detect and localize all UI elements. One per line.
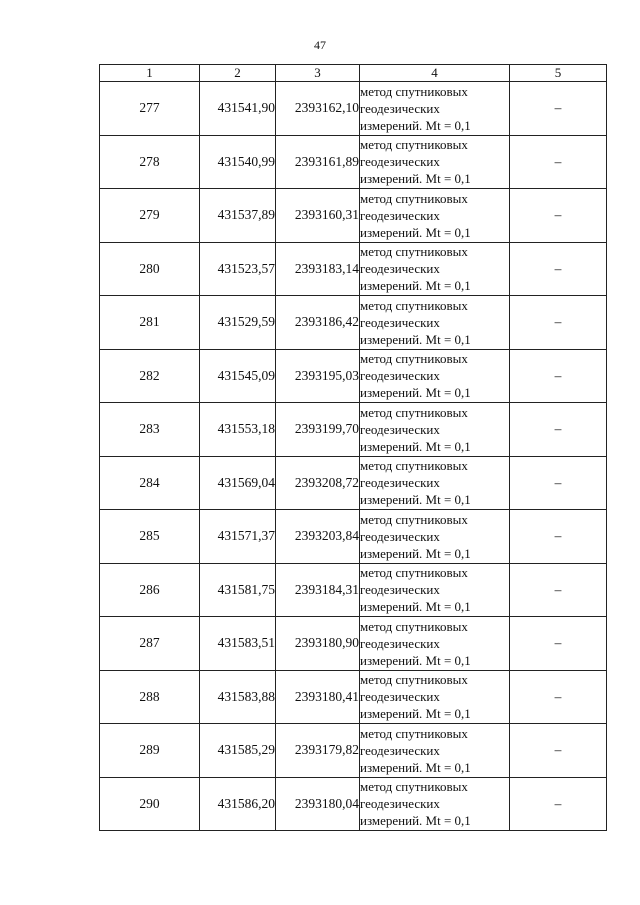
method-text-line: метод спутниковых — [360, 404, 468, 420]
column-5-cell: – — [510, 563, 607, 617]
table-header-row — [100, 65, 607, 82]
y-coordinate-cell: 2393161,89 — [276, 135, 360, 189]
method-text-line: метод спутниковых — [360, 190, 468, 206]
point-number-cell: 284 — [100, 456, 200, 510]
y-coordinate-cell: 2393208,72 — [276, 456, 360, 510]
y-coordinate-cell: 2393199,70 — [276, 403, 360, 457]
point-number-cell: 289 — [100, 724, 200, 778]
method-cell — [360, 670, 510, 724]
x-coordinate-cell: 431540,99 — [200, 135, 276, 189]
point-number-cell: 285 — [100, 510, 200, 564]
column-5-cell: – — [510, 82, 607, 136]
method-cell — [360, 189, 510, 243]
y-coordinate-cell: 2393184,31 — [276, 563, 360, 617]
method-text-line: геодезических — [360, 475, 440, 491]
method-text-line: геодезических — [360, 261, 440, 277]
y-coordinate-cell: 2393203,84 — [276, 510, 360, 564]
column-header-3: 3 — [276, 65, 360, 82]
method-cell — [360, 296, 510, 350]
x-coordinate-cell: 431523,57 — [200, 242, 276, 296]
y-coordinate-cell: 2393180,90 — [276, 617, 360, 671]
column-5-cell: – — [510, 617, 607, 671]
method-text-line: метод спутниковых — [360, 779, 468, 795]
table-row — [100, 135, 607, 189]
coordinates-table — [99, 64, 607, 831]
method-text-line: метод спутниковых — [360, 137, 468, 153]
method-cell — [360, 82, 510, 136]
method-text-line: геодезических — [360, 635, 440, 651]
point-number-cell: 288 — [100, 670, 200, 724]
method-text-line: измерений. Mt = 0,1 — [360, 652, 471, 668]
y-coordinate-cell: 2393183,14 — [276, 242, 360, 296]
method-cell — [360, 617, 510, 671]
table-row — [100, 189, 607, 243]
method-text-line: метод спутниковых — [360, 618, 468, 634]
point-number-cell: 287 — [100, 617, 200, 671]
column-5-cell: – — [510, 670, 607, 724]
x-coordinate-cell: 431585,29 — [200, 724, 276, 778]
method-cell — [360, 349, 510, 403]
y-coordinate-cell: 2393180,04 — [276, 777, 360, 831]
x-coordinate-cell: 431583,51 — [200, 617, 276, 671]
point-number-cell: 286 — [100, 563, 200, 617]
x-coordinate-cell: 431529,59 — [200, 296, 276, 350]
method-text-line: метод спутниковых — [360, 672, 468, 688]
method-cell — [360, 510, 510, 564]
column-5-cell: – — [510, 135, 607, 189]
table-row — [100, 296, 607, 350]
method-text-line: измерений. Mt = 0,1 — [360, 117, 471, 133]
method-cell — [360, 456, 510, 510]
method-text-line: измерений. Mt = 0,1 — [360, 813, 471, 829]
method-text-line: геодезических — [360, 100, 440, 116]
column-header-1: 1 — [100, 65, 200, 82]
point-number-cell: 281 — [100, 296, 200, 350]
method-text-line: измерений. Mt = 0,1 — [360, 224, 471, 240]
page-number: 47 — [314, 38, 326, 52]
x-coordinate-cell: 431583,88 — [200, 670, 276, 724]
point-number-cell: 290 — [100, 777, 200, 831]
column-5-cell: – — [510, 349, 607, 403]
column-5-cell: – — [510, 403, 607, 457]
y-coordinate-cell: 2393195,03 — [276, 349, 360, 403]
method-text-line: измерений. Mt = 0,1 — [360, 706, 471, 722]
x-coordinate-cell: 431586,20 — [200, 777, 276, 831]
method-text-line: метод спутниковых — [360, 351, 468, 367]
method-text-line: измерений. Mt = 0,1 — [360, 385, 471, 401]
x-coordinate-cell: 431581,75 — [200, 563, 276, 617]
method-text-line: измерений. Mt = 0,1 — [360, 171, 471, 187]
x-coordinate-cell: 431569,04 — [200, 456, 276, 510]
column-5-cell: – — [510, 777, 607, 831]
column-5-cell: – — [510, 296, 607, 350]
x-coordinate-cell: 431541,90 — [200, 82, 276, 136]
table-row — [100, 349, 607, 403]
table-row — [100, 563, 607, 617]
table-row — [100, 724, 607, 778]
method-text-line: геодезических — [360, 582, 440, 598]
column-header-4: 4 — [360, 65, 510, 82]
point-number-cell: 278 — [100, 135, 200, 189]
x-coordinate-cell: 431571,37 — [200, 510, 276, 564]
x-coordinate-cell: 431545,09 — [200, 349, 276, 403]
point-number-cell: 279 — [100, 189, 200, 243]
method-text-line: метод спутниковых — [360, 458, 468, 474]
point-number-cell: 282 — [100, 349, 200, 403]
table-row — [100, 670, 607, 724]
method-text-line: геодезических — [360, 742, 440, 758]
y-coordinate-cell: 2393186,42 — [276, 296, 360, 350]
table-row — [100, 617, 607, 671]
column-5-cell: – — [510, 724, 607, 778]
column-header-2: 2 — [200, 65, 276, 82]
method-text-line: измерений. Mt = 0,1 — [360, 331, 471, 347]
method-cell — [360, 242, 510, 296]
method-text-line: геодезических — [360, 796, 440, 812]
method-text-line: геодезических — [360, 528, 440, 544]
method-text-line: метод спутниковых — [360, 511, 468, 527]
table-row — [100, 456, 607, 510]
method-text-line: измерений. Mt = 0,1 — [360, 492, 471, 508]
method-text-line: метод спутниковых — [360, 565, 468, 581]
method-cell — [360, 777, 510, 831]
method-text-line: измерений. Mt = 0,1 — [360, 599, 471, 615]
method-text-line: измерений. Mt = 0,1 — [360, 545, 471, 561]
point-number-cell: 283 — [100, 403, 200, 457]
method-text-line: измерений. Mt = 0,1 — [360, 278, 471, 294]
column-5-cell: – — [510, 189, 607, 243]
point-number-cell: 280 — [100, 242, 200, 296]
method-text-line: геодезических — [360, 689, 440, 705]
column-5-cell: – — [510, 456, 607, 510]
y-coordinate-cell: 2393180,41 — [276, 670, 360, 724]
method-text-line: измерений. Mt = 0,1 — [360, 759, 471, 775]
method-cell — [360, 403, 510, 457]
table-row — [100, 82, 607, 136]
table-body — [100, 82, 607, 831]
method-cell — [360, 135, 510, 189]
point-number-cell: 277 — [100, 82, 200, 136]
method-text-line: метод спутниковых — [360, 83, 468, 99]
method-text-line: измерений. Mt = 0,1 — [360, 438, 471, 454]
method-text-line: метод спутниковых — [360, 297, 468, 313]
x-coordinate-cell: 431537,89 — [200, 189, 276, 243]
y-coordinate-cell: 2393160,31 — [276, 189, 360, 243]
column-5-cell: – — [510, 510, 607, 564]
y-coordinate-cell: 2393179,82 — [276, 724, 360, 778]
table-row — [100, 510, 607, 564]
method-cell — [360, 724, 510, 778]
table-row — [100, 403, 607, 457]
method-text-line: геодезических — [360, 314, 440, 330]
method-cell — [360, 563, 510, 617]
method-text-line: геодезических — [360, 154, 440, 170]
method-text-line: метод спутниковых — [360, 725, 468, 741]
column-header-5: 5 — [510, 65, 607, 82]
method-text-line: геодезических — [360, 368, 440, 384]
method-text-line: геодезических — [360, 207, 440, 223]
table-row — [100, 242, 607, 296]
x-coordinate-cell: 431553,18 — [200, 403, 276, 457]
column-5-cell: – — [510, 242, 607, 296]
y-coordinate-cell: 2393162,10 — [276, 82, 360, 136]
method-text-line: метод спутниковых — [360, 244, 468, 260]
method-text-line: геодезических — [360, 421, 440, 437]
table-row — [100, 777, 607, 831]
